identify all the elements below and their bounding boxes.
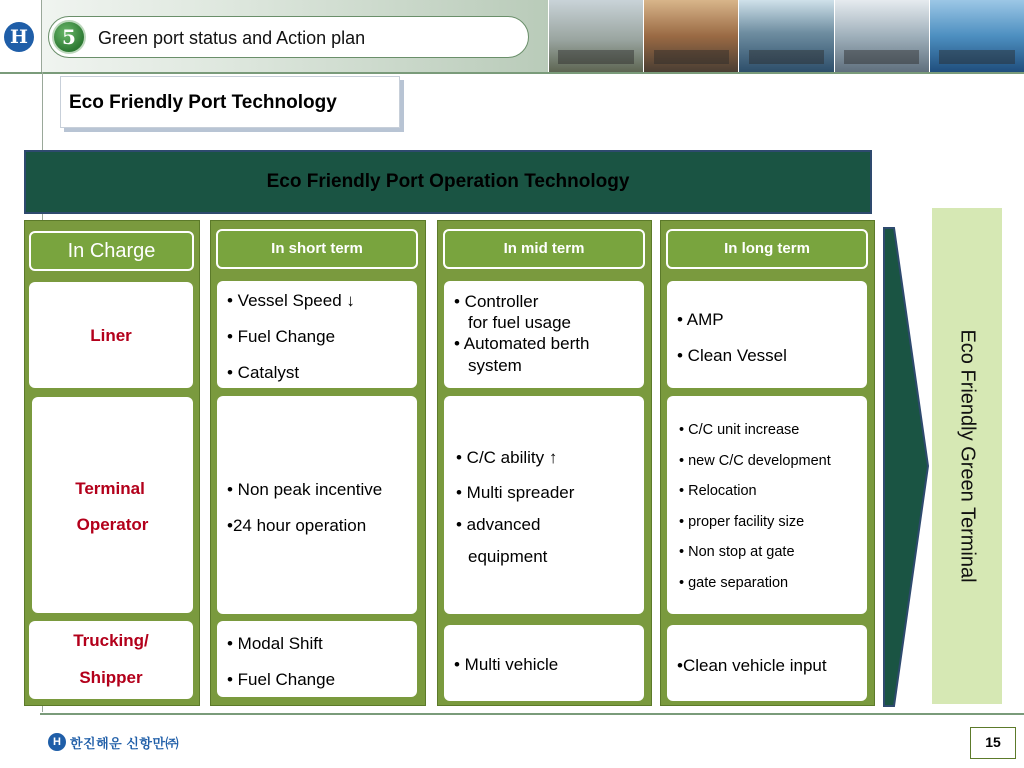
- list-item: • Vessel Speed ↓: [227, 291, 355, 310]
- row-label-liner: Liner: [90, 326, 132, 345]
- header-title: Green port status and Action plan: [98, 28, 366, 48]
- hanjin-logo-icon: H: [4, 22, 34, 52]
- photo-container-ship: [738, 0, 833, 72]
- slide-title: Eco Friendly Port Technology: [60, 76, 400, 128]
- header: [0, 0, 1024, 72]
- photo-terminal-bridge: [834, 0, 929, 72]
- footer-logo-icon: H: [48, 733, 66, 751]
- header-mid-term: In mid term: [443, 229, 645, 269]
- list-item: • Fuel Change: [227, 327, 336, 346]
- footer-logo: [48, 732, 179, 752]
- list-item: • Multi spreader: [456, 483, 575, 502]
- list-liner-long: [677, 310, 787, 366]
- list-terminal-short: [227, 480, 382, 536]
- cell-liner-label: [29, 282, 193, 388]
- list-trucking-long: [677, 656, 827, 676]
- row-label-terminal: Terminal: [75, 479, 145, 498]
- cell-liner-long: [667, 281, 867, 388]
- row-label-operator: Operator: [76, 515, 149, 534]
- list-item: • C/C unit increase: [679, 422, 800, 438]
- footer-logo-text: 한진해운 신항만㈜: [70, 735, 180, 751]
- list-item: • AMP: [677, 310, 724, 329]
- cell-liner-mid: [444, 281, 644, 388]
- row-label-trucking: Trucking/: [73, 631, 149, 650]
- list-item: • gate separation: [679, 574, 789, 591]
- list-item: • Fuel Change: [227, 670, 336, 689]
- photo-port-crane: [548, 0, 643, 72]
- list-liner-mid: [454, 291, 589, 376]
- list-item: • Modal Shift: [227, 634, 323, 653]
- header-in-charge: In Charge: [29, 231, 194, 271]
- row-label-shipper: Shipper: [79, 668, 143, 687]
- list-liner-short: [227, 291, 355, 383]
- list-item: • new C/C development: [679, 452, 831, 469]
- side-label-container: [932, 208, 1002, 704]
- cell-trucking-mid: [444, 625, 644, 701]
- list-item: • Clean Vessel: [677, 346, 787, 365]
- list-item: •Clean vehicle input: [677, 656, 827, 675]
- section-number-badge: 5: [52, 20, 86, 54]
- list-item: • Non peak incentive: [227, 480, 383, 499]
- logo-box: [0, 0, 42, 72]
- cell-trucking-label: [29, 621, 193, 699]
- list-trucking-mid: [454, 655, 558, 675]
- list-item: • Non stop at gate: [679, 544, 795, 561]
- chevron-arrow-icon: [882, 226, 930, 708]
- list-item: • Controller: [454, 292, 539, 311]
- list-trucking-short: [227, 634, 335, 690]
- list-item: • Relocation: [679, 483, 757, 500]
- cell-terminal-mid: [444, 396, 644, 614]
- footer-divider: [40, 713, 1024, 715]
- cell-trucking-short: [217, 621, 417, 697]
- cell-terminal-label: [32, 397, 193, 613]
- list-item: • proper facility size: [679, 513, 805, 530]
- list-item: system: [468, 356, 522, 375]
- side-label: Eco Friendly Green Terminal: [956, 329, 979, 583]
- list-item: • Multi vehicle: [454, 655, 559, 674]
- list-item: •24 hour operation: [227, 516, 367, 535]
- cell-liner-short: [217, 281, 417, 388]
- list-item: • Automated berth: [454, 334, 590, 353]
- banner-operation-technology: Eco Friendly Port Operation Technology: [24, 150, 872, 214]
- list-item: equipment: [468, 547, 548, 566]
- header-photo-strip: [548, 0, 1024, 72]
- header-long-term: In long term: [666, 229, 868, 269]
- list-item: • C/C ability ↑: [456, 448, 558, 467]
- list-item: • advanced: [456, 515, 541, 534]
- cell-terminal-long: [667, 396, 867, 614]
- list-terminal-mid: [456, 448, 574, 567]
- page-number: 15: [970, 727, 1016, 759]
- list-item: • Catalyst: [227, 363, 300, 382]
- list-terminal-long: [679, 421, 831, 592]
- header-divider: [0, 72, 1024, 74]
- photo-vessel-sea: [929, 0, 1024, 72]
- cell-terminal-short: [217, 396, 417, 614]
- header-short-term: In short term: [216, 229, 418, 269]
- cell-trucking-long: [667, 625, 867, 701]
- photo-container-yard: [643, 0, 738, 72]
- list-item: for fuel usage: [468, 313, 572, 332]
